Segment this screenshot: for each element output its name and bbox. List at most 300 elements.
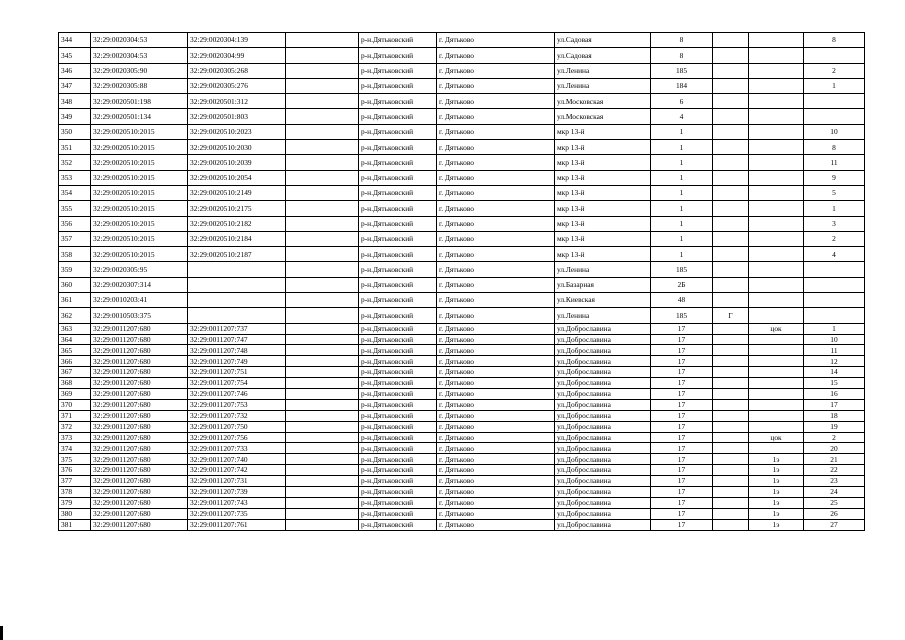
- record-number-cell: 358: [59, 247, 91, 262]
- record-number-cell: 365: [59, 345, 91, 356]
- building-letter-cell: [713, 497, 749, 508]
- cadastral-subnumber-cell: 32:29:0020510:2054: [188, 170, 286, 185]
- cadastral-number-cell: 32:29:0020510:2015: [91, 231, 188, 246]
- house-number-cell: 48: [651, 293, 713, 308]
- cadastral-subnumber-cell: 32:29:0011207:761: [188, 519, 286, 530]
- city-cell: г. Дятьково: [437, 323, 555, 334]
- building-letter-cell: [713, 388, 749, 399]
- floor-cell: [749, 170, 804, 185]
- table-row: [59, 262, 865, 277]
- street-cell: ул.Доброславина: [555, 367, 651, 378]
- apartment-number-cell: [804, 308, 865, 323]
- district-cell: р-н.Дятьковский: [359, 124, 437, 139]
- floor-cell: [749, 262, 804, 277]
- table-row: [59, 293, 865, 308]
- street-cell: мкр 13-й: [555, 201, 651, 216]
- city-cell: г. Дятьково: [437, 140, 555, 155]
- house-number-cell: 17: [651, 356, 713, 367]
- apartment-number-cell: 22: [804, 465, 865, 476]
- cadastral-number-cell: 32:29:0011207:680: [91, 334, 188, 345]
- record-number-cell: 381: [59, 519, 91, 530]
- house-number-cell: 17: [651, 421, 713, 432]
- floor-cell: [749, 185, 804, 200]
- cadastral-number-cell: 32:29:0011207:680: [91, 410, 188, 421]
- district-cell: р-н.Дятьковский: [359, 388, 437, 399]
- street-cell: ул.Доброславина: [555, 476, 651, 487]
- district-cell: р-н.Дятьковский: [359, 432, 437, 443]
- record-number-cell: 349: [59, 109, 91, 124]
- floor-cell: [749, 231, 804, 246]
- street-cell: ул.Доброславина: [555, 465, 651, 476]
- table-row: [59, 356, 865, 367]
- cadastral-subnumber-cell: 32:29:0020501:803: [188, 109, 286, 124]
- cadastral-number-cell: 32:29:0011207:680: [91, 519, 188, 530]
- house-number-cell: 17: [651, 465, 713, 476]
- district-cell: р-н.Дятьковский: [359, 323, 437, 334]
- record-number-cell: 348: [59, 94, 91, 109]
- street-cell: ул.Доброславина: [555, 388, 651, 399]
- street-cell: мкр 13-й: [555, 140, 651, 155]
- district-cell: р-н.Дятьковский: [359, 378, 437, 389]
- table-row: [59, 487, 865, 498]
- floor-cell: [749, 155, 804, 170]
- apartment-number-cell: 15: [804, 378, 865, 389]
- registry-table: [58, 32, 865, 531]
- record-number-cell: 354: [59, 185, 91, 200]
- district-cell: р-н.Дятьковский: [359, 308, 437, 323]
- city-cell: г. Дятьково: [437, 48, 555, 63]
- empty-cell: [286, 476, 359, 487]
- table-row: [59, 334, 865, 345]
- floor-cell: [749, 216, 804, 231]
- building-letter-cell: [713, 216, 749, 231]
- cadastral-number-cell: 32:29:0020305:88: [91, 78, 188, 93]
- cadastral-number-cell: 32:29:0011207:680: [91, 454, 188, 465]
- empty-cell: [286, 508, 359, 519]
- record-number-cell: 344: [59, 33, 91, 48]
- empty-cell: [286, 519, 359, 530]
- apartment-number-cell: 3: [804, 216, 865, 231]
- apartment-number-cell: 27: [804, 519, 865, 530]
- empty-cell: [286, 378, 359, 389]
- empty-cell: [286, 231, 359, 246]
- building-letter-cell: [713, 465, 749, 476]
- floor-cell: [749, 443, 804, 454]
- house-number-cell: 1: [651, 201, 713, 216]
- street-cell: ул.Доброславина: [555, 497, 651, 508]
- table-row: [59, 432, 865, 443]
- apartment-number-cell: 8: [804, 33, 865, 48]
- building-letter-cell: [713, 140, 749, 155]
- cadastral-subnumber-cell: 32:29:0011207:756: [188, 432, 286, 443]
- building-letter-cell: [713, 155, 749, 170]
- cadastral-subnumber-cell: 32:29:0020510:2184: [188, 231, 286, 246]
- table-row: [59, 410, 865, 421]
- cadastral-subnumber-cell: 32:29:0011207:748: [188, 345, 286, 356]
- record-number-cell: 368: [59, 378, 91, 389]
- house-number-cell: 4: [651, 109, 713, 124]
- empty-cell: [286, 63, 359, 78]
- record-number-cell: 353: [59, 170, 91, 185]
- apartment-number-cell: 18: [804, 410, 865, 421]
- street-cell: мкр 13-й: [555, 155, 651, 170]
- house-number-cell: 17: [651, 388, 713, 399]
- house-number-cell: 17: [651, 443, 713, 454]
- district-cell: р-н.Дятьковский: [359, 94, 437, 109]
- cadastral-subnumber-cell: 32:29:0011207:754: [188, 378, 286, 389]
- district-cell: р-н.Дятьковский: [359, 155, 437, 170]
- cadastral-subnumber-cell: [188, 293, 286, 308]
- record-number-cell: 360: [59, 277, 91, 292]
- building-letter-cell: Г: [713, 308, 749, 323]
- house-number-cell: 8: [651, 33, 713, 48]
- cadastral-number-cell: 32:29:0011207:680: [91, 497, 188, 508]
- record-number-cell: 373: [59, 432, 91, 443]
- house-number-cell: 17: [651, 432, 713, 443]
- cadastral-number-cell: 32:29:0020305:95: [91, 262, 188, 277]
- district-cell: р-н.Дятьковский: [359, 170, 437, 185]
- floor-cell: [749, 421, 804, 432]
- cadastral-subnumber-cell: 32:29:0020510:2030: [188, 140, 286, 155]
- street-cell: мкр 13-й: [555, 247, 651, 262]
- table-row: [59, 48, 865, 63]
- building-letter-cell: [713, 33, 749, 48]
- building-letter-cell: [713, 454, 749, 465]
- district-cell: р-н.Дятьковский: [359, 63, 437, 78]
- floor-cell: [749, 308, 804, 323]
- cadastral-subnumber-cell: 32:29:0020304:99: [188, 48, 286, 63]
- table-row: [59, 476, 865, 487]
- apartment-number-cell: [804, 48, 865, 63]
- district-cell: р-н.Дятьковский: [359, 487, 437, 498]
- cadastral-subnumber-cell: 32:29:0020304:139: [188, 33, 286, 48]
- building-letter-cell: [713, 247, 749, 262]
- cadastral-number-cell: 32:29:0011207:680: [91, 356, 188, 367]
- street-cell: ул.Доброславина: [555, 399, 651, 410]
- building-letter-cell: [713, 293, 749, 308]
- street-cell: ул.Доброславина: [555, 519, 651, 530]
- city-cell: г. Дятьково: [437, 78, 555, 93]
- district-cell: р-н.Дятьковский: [359, 262, 437, 277]
- floor-cell: [749, 33, 804, 48]
- cadastral-number-cell: 32:29:0011207:680: [91, 345, 188, 356]
- district-cell: р-н.Дятьковский: [359, 476, 437, 487]
- building-letter-cell: [713, 487, 749, 498]
- house-number-cell: 2Б: [651, 277, 713, 292]
- building-letter-cell: [713, 476, 749, 487]
- city-cell: г. Дятьково: [437, 356, 555, 367]
- city-cell: г. Дятьково: [437, 399, 555, 410]
- empty-cell: [286, 277, 359, 292]
- district-cell: р-н.Дятьковский: [359, 334, 437, 345]
- record-number-cell: 370: [59, 399, 91, 410]
- house-number-cell: 17: [651, 323, 713, 334]
- city-cell: г. Дятьково: [437, 497, 555, 508]
- apartment-number-cell: 2: [804, 432, 865, 443]
- street-cell: ул.Базарная: [555, 277, 651, 292]
- building-letter-cell: [713, 443, 749, 454]
- floor-cell: цок: [749, 432, 804, 443]
- city-cell: г. Дятьково: [437, 155, 555, 170]
- floor-cell: [749, 388, 804, 399]
- house-number-cell: 17: [651, 345, 713, 356]
- empty-cell: [286, 109, 359, 124]
- house-number-cell: 17: [651, 454, 713, 465]
- city-cell: г. Дятьково: [437, 308, 555, 323]
- city-cell: г. Дятьково: [437, 262, 555, 277]
- empty-cell: [286, 247, 359, 262]
- table-row: [59, 454, 865, 465]
- floor-cell: 1э: [749, 508, 804, 519]
- district-cell: р-н.Дятьковский: [359, 356, 437, 367]
- building-letter-cell: [713, 519, 749, 530]
- street-cell: ул.Ленина: [555, 63, 651, 78]
- cadastral-number-cell: 32:29:0011207:680: [91, 421, 188, 432]
- empty-cell: [286, 465, 359, 476]
- cadastral-subnumber-cell: 32:29:0020305:268: [188, 63, 286, 78]
- district-cell: р-н.Дятьковский: [359, 443, 437, 454]
- empty-cell: [286, 262, 359, 277]
- cadastral-number-cell: 32:29:0020501:198: [91, 94, 188, 109]
- house-number-cell: 1: [651, 247, 713, 262]
- cadastral-subnumber-cell: 32:29:0020510:2149: [188, 185, 286, 200]
- record-number-cell: 359: [59, 262, 91, 277]
- street-cell: ул.Доброславина: [555, 508, 651, 519]
- floor-cell: 1э: [749, 497, 804, 508]
- empty-cell: [286, 48, 359, 63]
- street-cell: ул.Доброславина: [555, 421, 651, 432]
- empty-cell: [286, 345, 359, 356]
- building-letter-cell: [713, 231, 749, 246]
- street-cell: ул.Московская: [555, 109, 651, 124]
- record-number-cell: 379: [59, 497, 91, 508]
- street-cell: ул.Доброславина: [555, 356, 651, 367]
- cadastral-subnumber-cell: 32:29:0011207:733: [188, 443, 286, 454]
- building-letter-cell: [713, 201, 749, 216]
- street-cell: ул.Ленина: [555, 78, 651, 93]
- apartment-number-cell: 26: [804, 508, 865, 519]
- cadastral-number-cell: 32:29:0010503:375: [91, 308, 188, 323]
- street-cell: ул.Доброславина: [555, 432, 651, 443]
- record-number-cell: 375: [59, 454, 91, 465]
- city-cell: г. Дятьково: [437, 443, 555, 454]
- city-cell: г. Дятьково: [437, 388, 555, 399]
- record-number-cell: 350: [59, 124, 91, 139]
- empty-cell: [286, 432, 359, 443]
- empty-cell: [286, 78, 359, 93]
- cadastral-subnumber-cell: 32:29:0011207:753: [188, 399, 286, 410]
- floor-cell: [749, 345, 804, 356]
- building-letter-cell: [713, 124, 749, 139]
- building-letter-cell: [713, 367, 749, 378]
- cadastral-number-cell: 32:29:0020305:90: [91, 63, 188, 78]
- apartment-number-cell: 12: [804, 356, 865, 367]
- record-number-cell: 374: [59, 443, 91, 454]
- table-row: [59, 78, 865, 93]
- building-letter-cell: [713, 334, 749, 345]
- cadastral-number-cell: 32:29:0011207:680: [91, 399, 188, 410]
- empty-cell: [286, 216, 359, 231]
- cadastral-subnumber-cell: 32:29:0011207:740: [188, 454, 286, 465]
- building-letter-cell: [713, 63, 749, 78]
- street-cell: ул.Московская: [555, 94, 651, 109]
- apartment-number-cell: 21: [804, 454, 865, 465]
- cadastral-subnumber-cell: 32:29:0011207:747: [188, 334, 286, 345]
- empty-cell: [286, 497, 359, 508]
- cadastral-subnumber-cell: 32:29:0020510:2187: [188, 247, 286, 262]
- empty-cell: [286, 140, 359, 155]
- district-cell: р-н.Дятьковский: [359, 48, 437, 63]
- city-cell: г. Дятьково: [437, 277, 555, 292]
- empty-cell: [286, 33, 359, 48]
- cadastral-subnumber-cell: 32:29:0020510:2175: [188, 201, 286, 216]
- apartment-number-cell: 16: [804, 388, 865, 399]
- cadastral-number-cell: 32:29:0011207:680: [91, 465, 188, 476]
- building-letter-cell: [713, 378, 749, 389]
- city-cell: г. Дятьково: [437, 476, 555, 487]
- table-row: [59, 201, 865, 216]
- house-number-cell: 185: [651, 63, 713, 78]
- empty-cell: [286, 185, 359, 200]
- house-number-cell: 1: [651, 216, 713, 231]
- cadastral-number-cell: 32:29:0020304:53: [91, 48, 188, 63]
- city-cell: г. Дятьково: [437, 410, 555, 421]
- cadastral-number-cell: 32:29:0011207:680: [91, 323, 188, 334]
- street-cell: ул.Доброславина: [555, 378, 651, 389]
- street-cell: ул.Садовая: [555, 48, 651, 63]
- table-row: [59, 277, 865, 292]
- building-letter-cell: [713, 277, 749, 292]
- floor-cell: [749, 48, 804, 63]
- empty-cell: [286, 293, 359, 308]
- record-number-cell: 346: [59, 63, 91, 78]
- apartment-number-cell: 2: [804, 63, 865, 78]
- apartment-number-cell: 4: [804, 247, 865, 262]
- record-number-cell: 369: [59, 388, 91, 399]
- street-cell: ул.Ленина: [555, 308, 651, 323]
- cadastral-subnumber-cell: [188, 308, 286, 323]
- apartment-number-cell: 1: [804, 323, 865, 334]
- street-cell: ул.Доброславина: [555, 345, 651, 356]
- house-number-cell: 1: [651, 231, 713, 246]
- street-cell: ул.Ленина: [555, 262, 651, 277]
- floor-cell: [749, 293, 804, 308]
- empty-cell: [286, 308, 359, 323]
- cadastral-subnumber-cell: 32:29:0011207:751: [188, 367, 286, 378]
- city-cell: г. Дятьково: [437, 201, 555, 216]
- house-number-cell: 17: [651, 378, 713, 389]
- house-number-cell: 6: [651, 94, 713, 109]
- apartment-number-cell: 1: [804, 201, 865, 216]
- city-cell: г. Дятьково: [437, 63, 555, 78]
- city-cell: г. Дятьково: [437, 465, 555, 476]
- empty-cell: [286, 367, 359, 378]
- district-cell: р-н.Дятьковский: [359, 421, 437, 432]
- street-cell: ул.Садовая: [555, 33, 651, 48]
- city-cell: г. Дятьково: [437, 432, 555, 443]
- table-row: [59, 308, 865, 323]
- table-row: [59, 185, 865, 200]
- table-row: [59, 345, 865, 356]
- cadastral-number-cell: 32:29:0020510:2015: [91, 170, 188, 185]
- empty-cell: [286, 487, 359, 498]
- building-letter-cell: [713, 262, 749, 277]
- floor-cell: [749, 94, 804, 109]
- record-number-cell: 372: [59, 421, 91, 432]
- floor-cell: [749, 410, 804, 421]
- cadastral-subnumber-cell: 32:29:0011207:735: [188, 508, 286, 519]
- building-letter-cell: [713, 356, 749, 367]
- city-cell: г. Дятьково: [437, 185, 555, 200]
- district-cell: р-н.Дятьковский: [359, 465, 437, 476]
- apartment-number-cell: 11: [804, 155, 865, 170]
- cadastral-subnumber-cell: 32:29:0011207:739: [188, 487, 286, 498]
- street-cell: ул.Доброславина: [555, 334, 651, 345]
- table-row: [59, 140, 865, 155]
- cadastral-subnumber-cell: [188, 277, 286, 292]
- empty-cell: [286, 323, 359, 334]
- floor-cell: 1э: [749, 465, 804, 476]
- house-number-cell: 17: [651, 487, 713, 498]
- cadastral-subnumber-cell: 32:29:0020305:276: [188, 78, 286, 93]
- cadastral-number-cell: 32:29:0010203:41: [91, 293, 188, 308]
- floor-cell: [749, 334, 804, 345]
- empty-cell: [286, 410, 359, 421]
- empty-cell: [286, 399, 359, 410]
- table-row: [59, 231, 865, 246]
- city-cell: г. Дятьково: [437, 109, 555, 124]
- empty-cell: [286, 356, 359, 367]
- building-letter-cell: [713, 345, 749, 356]
- cadastral-subnumber-cell: 32:29:0020510:2039: [188, 155, 286, 170]
- record-number-cell: 366: [59, 356, 91, 367]
- floor-cell: [749, 140, 804, 155]
- cadastral-subnumber-cell: 32:29:0020510:2023: [188, 124, 286, 139]
- district-cell: р-н.Дятьковский: [359, 78, 437, 93]
- district-cell: р-н.Дятьковский: [359, 399, 437, 410]
- record-number-cell: 377: [59, 476, 91, 487]
- cadastral-number-cell: 32:29:0020304:53: [91, 33, 188, 48]
- apartment-number-cell: 10: [804, 334, 865, 345]
- empty-cell: [286, 388, 359, 399]
- building-letter-cell: [713, 432, 749, 443]
- cadastral-subnumber-cell: 32:29:0011207:743: [188, 497, 286, 508]
- house-number-cell: 185: [651, 262, 713, 277]
- house-number-cell: 1: [651, 124, 713, 139]
- record-number-cell: 367: [59, 367, 91, 378]
- empty-cell: [286, 201, 359, 216]
- cadastral-number-cell: 32:29:0020510:2015: [91, 140, 188, 155]
- record-number-cell: 376: [59, 465, 91, 476]
- house-number-cell: 17: [651, 476, 713, 487]
- record-number-cell: 371: [59, 410, 91, 421]
- cadastral-subnumber-cell: [188, 262, 286, 277]
- record-number-cell: 364: [59, 334, 91, 345]
- empty-cell: [286, 155, 359, 170]
- apartment-number-cell: 9: [804, 170, 865, 185]
- cadastral-number-cell: 32:29:0020510:2015: [91, 185, 188, 200]
- floor-cell: [749, 247, 804, 262]
- apartment-number-cell: 25: [804, 497, 865, 508]
- district-cell: р-н.Дятьковский: [359, 277, 437, 292]
- city-cell: г. Дятьково: [437, 345, 555, 356]
- district-cell: р-н.Дятьковский: [359, 410, 437, 421]
- cadastral-number-cell: 32:29:0011207:680: [91, 443, 188, 454]
- city-cell: г. Дятьково: [437, 216, 555, 231]
- cadastral-number-cell: 32:29:0011207:680: [91, 508, 188, 519]
- cadastral-number-cell: 32:29:0020307:314: [91, 277, 188, 292]
- record-number-cell: 362: [59, 308, 91, 323]
